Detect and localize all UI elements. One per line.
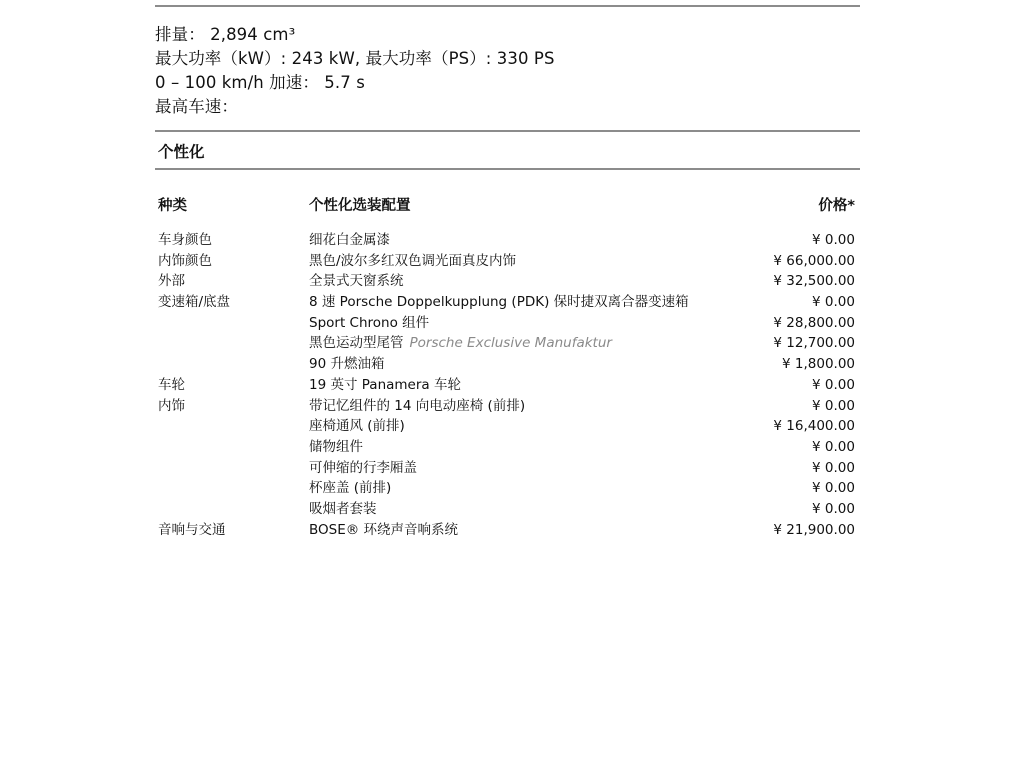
table-row bbox=[155, 458, 860, 479]
row-option bbox=[309, 520, 458, 541]
table-row bbox=[155, 230, 860, 251]
row-option-label: 杯座盖 (前排) bbox=[309, 480, 392, 497]
row-category: 外部 bbox=[158, 273, 185, 290]
table-row bbox=[155, 520, 860, 541]
row-option-label: 可伸缩的行李厢盖 bbox=[309, 459, 417, 476]
top-divider bbox=[155, 5, 860, 7]
section-divider-bottom bbox=[155, 168, 860, 170]
row-price: ¥ 0.00 bbox=[812, 480, 855, 497]
row-category: 车轮 bbox=[158, 376, 185, 393]
row-option bbox=[309, 292, 689, 313]
table-row bbox=[155, 437, 860, 458]
row-price: ¥ 28,800.00 bbox=[773, 314, 855, 331]
table-row bbox=[155, 396, 860, 417]
row-option bbox=[309, 437, 363, 458]
row-option bbox=[309, 396, 525, 417]
row-category: 内饰 bbox=[158, 397, 185, 414]
table-row bbox=[155, 478, 860, 499]
row-category: 音响与交通 bbox=[158, 521, 226, 538]
row-option-label: 带记忆组件的 14 向电动座椅 (前排) bbox=[309, 397, 526, 414]
row-price: ¥ 0.00 bbox=[812, 376, 855, 393]
row-option-label: 黑色运动型尾管 bbox=[309, 335, 404, 352]
header-option: 个性化选装配置 bbox=[309, 198, 411, 214]
table-row bbox=[155, 333, 860, 354]
row-option bbox=[309, 499, 377, 520]
table-row bbox=[155, 271, 860, 292]
table-row bbox=[155, 251, 860, 272]
table-row bbox=[155, 292, 860, 313]
row-option bbox=[309, 271, 404, 292]
row-option-label: 座椅通风 (前排) bbox=[309, 418, 405, 435]
row-price: ¥ 0.00 bbox=[812, 397, 855, 414]
spec-acceleration: 0 – 100 km/h 加速： 5.7 s bbox=[155, 73, 365, 92]
row-option-label: 储物组件 bbox=[309, 438, 363, 455]
row-option bbox=[309, 375, 461, 396]
header-category: 种类 bbox=[158, 198, 187, 214]
row-option-label: 8 速 Porsche Doppelkupplung (PDK) 保时捷双离合器变速箱 bbox=[309, 294, 689, 311]
row-option-label: 全景式天窗系统 bbox=[309, 273, 404, 290]
row-price: ¥ 0.00 bbox=[812, 438, 855, 455]
table-row bbox=[155, 416, 860, 437]
row-option bbox=[309, 313, 429, 334]
row-option bbox=[309, 478, 391, 499]
row-option-suffix: Porsche Exclusive Manufaktur bbox=[409, 335, 612, 352]
row-price: ¥ 0.00 bbox=[812, 294, 855, 311]
table-row bbox=[155, 499, 860, 520]
spec-power: 最大功率（kW）: 243 kW, 最大功率（PS）: 330 PS bbox=[155, 49, 555, 68]
row-option bbox=[309, 333, 612, 354]
row-price: ¥ 16,400.00 bbox=[773, 418, 855, 435]
row-price: ¥ 66,000.00 bbox=[773, 252, 855, 269]
table-row bbox=[155, 313, 860, 334]
row-price: ¥ 0.00 bbox=[812, 459, 855, 476]
row-category: 内饰颜色 bbox=[158, 252, 212, 269]
row-option-label: 吸烟者套装 bbox=[309, 500, 377, 517]
row-option-label: 90 升燃油箱 bbox=[309, 356, 385, 373]
table-row bbox=[155, 375, 860, 396]
row-category: 车身颜色 bbox=[158, 232, 212, 248]
row-price: ¥ 12,700.00 bbox=[773, 335, 855, 352]
row-option-label: 细花白金属漆 bbox=[309, 232, 390, 248]
row-option-label: Sport Chrono 组件 bbox=[309, 314, 430, 331]
table-row bbox=[155, 354, 860, 375]
spec-top-speed: 最高车速： bbox=[155, 97, 238, 116]
row-price: ¥ 1,800.00 bbox=[782, 356, 855, 373]
row-price: ¥ 0.00 bbox=[812, 232, 855, 248]
row-option-label: 黑色/波尔多红双色调光面真皮内饰 bbox=[309, 252, 517, 269]
row-option bbox=[309, 416, 405, 437]
row-option bbox=[309, 251, 516, 272]
row-option-label: BOSE® 环绕声音响系统 bbox=[309, 521, 459, 538]
row-option bbox=[309, 458, 417, 479]
row-option bbox=[309, 230, 390, 251]
row-option bbox=[309, 354, 384, 375]
row-price: ¥ 0.00 bbox=[812, 500, 855, 517]
options-table bbox=[155, 230, 860, 540]
row-price: ¥ 32,500.00 bbox=[773, 273, 855, 290]
row-category: 变速箱/底盘 bbox=[158, 294, 231, 311]
spec-displacement: 排量： 2,894 cm³ bbox=[155, 25, 296, 44]
row-price: ¥ 21,900.00 bbox=[773, 521, 855, 538]
section-title: 个性化 bbox=[158, 143, 205, 161]
header-price: 价格* bbox=[818, 198, 855, 214]
section-divider-top bbox=[155, 130, 860, 132]
row-option-label: 19 英寸 Panamera 车轮 bbox=[309, 376, 461, 393]
